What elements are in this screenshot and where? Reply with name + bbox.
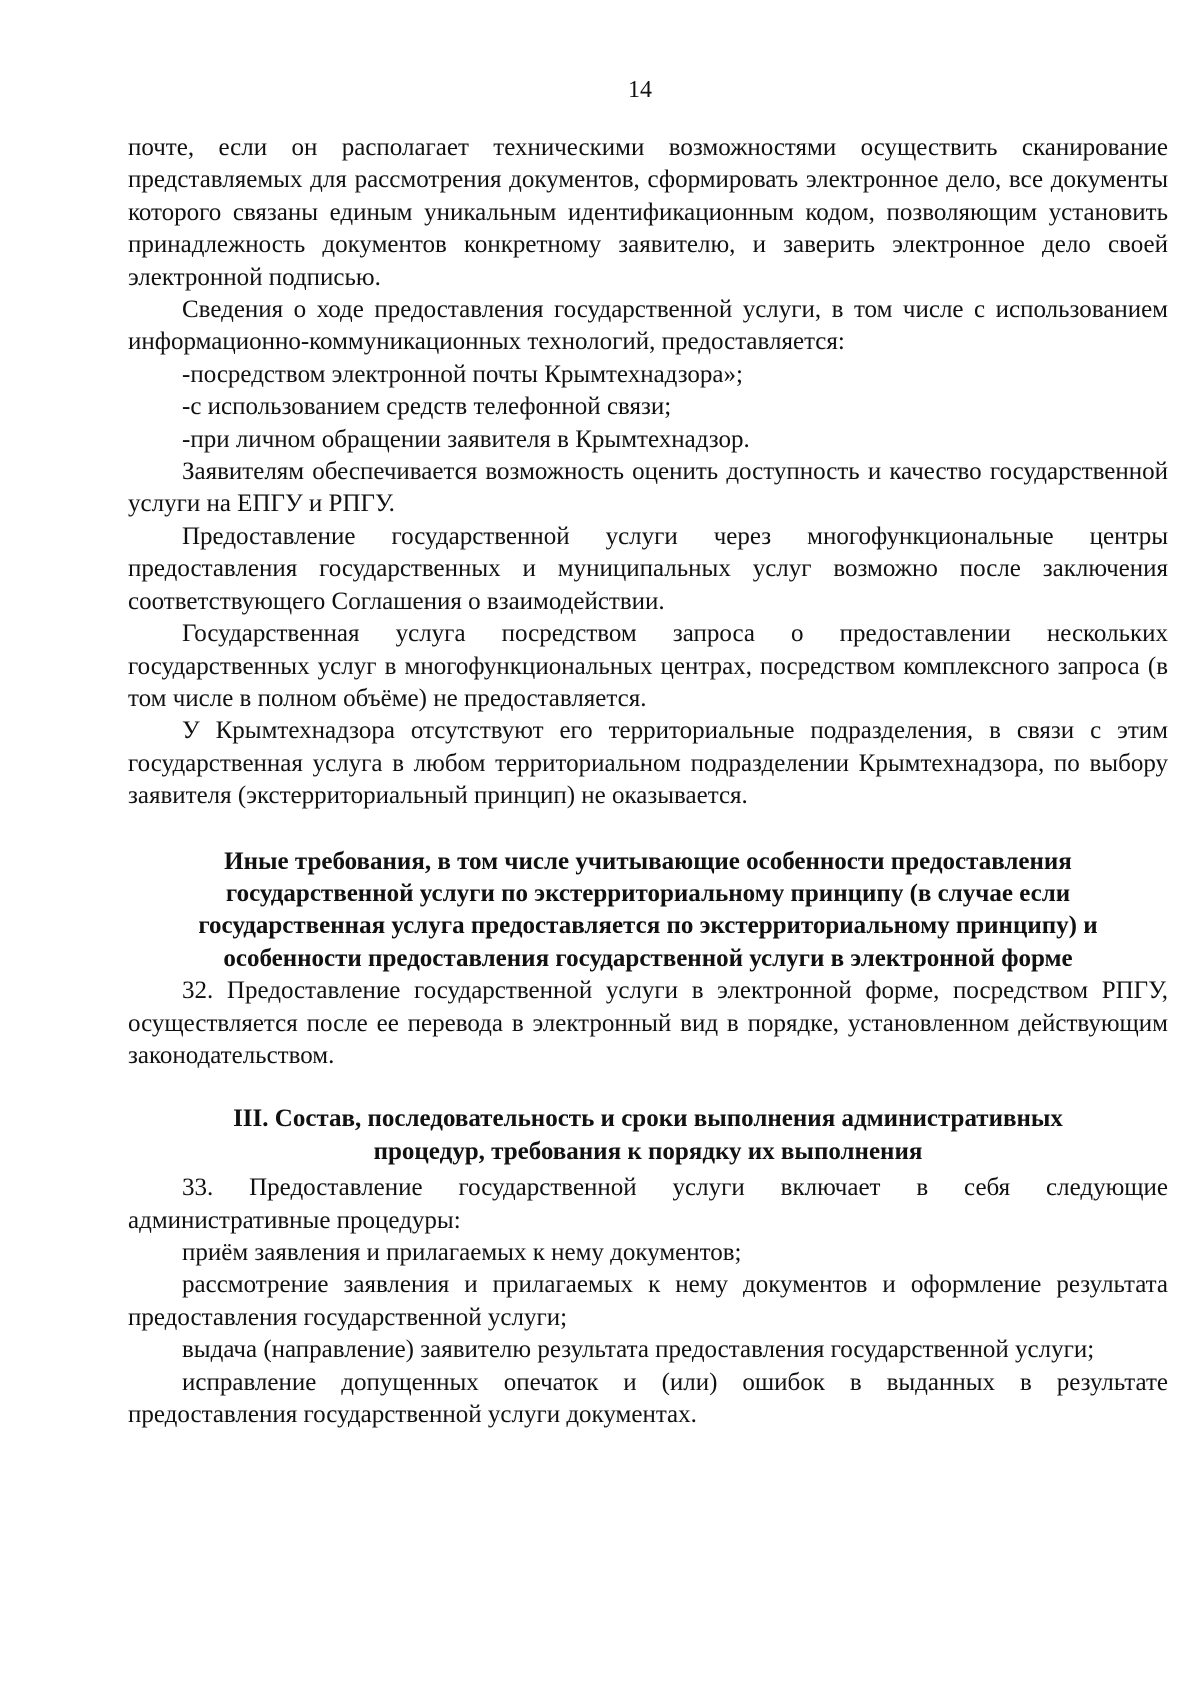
paragraph-complex-request: Государственная услуга посредством запроса о предоставлении нескольких государственных услуг в многофункциональных центрах, посредством комплексного запроса (в том числе в полном объёме) не предоставляется. xyxy=(128,620,1168,712)
page-number: 14 xyxy=(628,77,652,103)
section-heading-iii xyxy=(128,1103,1168,1168)
list-item-phone: -с использованием средств телефонной связи; xyxy=(182,393,672,421)
heading-line: процедур, требования к порядку их выполнения xyxy=(373,1137,923,1165)
list-item-personal-visit: -при личном обращении заявителя в Крымтехнадзор. xyxy=(182,425,750,453)
paragraph-extraterritorial: У Крымтехнадзора отсутствуют его территориальные подразделения, в связи с этим государственная услуга в любом территориальном подразделении Крымтехнадзора, по выбору заявителя (экстерриториальный принцип) не оказывается. xyxy=(128,717,1168,810)
paragraph-33: 33. Предоставление государственной услуги включает в себя следующие административные процедуры: xyxy=(128,1174,1168,1234)
procedure-item: исправление допущенных опечаток и (или) ошибок в выданных в результате предоставления государственной услуги документах. xyxy=(128,1368,1168,1429)
paragraph-status-info: Сведения о ходе предоставления государственной услуги, в том числе с использованием информационно-коммуникационных технологий, предоставляется: xyxy=(128,296,1168,356)
heading-line: III. Состав, последовательность и сроки выполнения административных xyxy=(233,1105,1063,1133)
procedure-item: выдача (направление) заявителю результата предоставления государственной услуги; xyxy=(182,1336,1095,1364)
document-content xyxy=(128,132,1168,1431)
list-item-email: -посредством электронной почты Крымтехнадзора»; xyxy=(182,360,743,388)
procedure-item: приём заявления и прилагаемых к нему документов; xyxy=(182,1239,742,1266)
heading-line: государственной услуги по экстерриториальному принципу (в случае если xyxy=(225,879,1071,907)
section-heading-other-requirements xyxy=(128,846,1168,976)
paragraph-32: 32. Предоставление государственной услуги в электронной форме, посредством РПГУ, осуществляется после ее перевода в электронный вид в порядке, установленном действующим законодательством. xyxy=(128,977,1168,1069)
heading-line: государственная услуга предоставляется по экстерриториальному принципу) и xyxy=(198,912,1098,940)
procedure-item: рассмотрение заявления и прилагаемых к нему документов и оформление результата предоставления государственной услуги; xyxy=(128,1271,1168,1331)
paragraph-quality-assessment: Заявителям обеспечивается возможность оценить доступность и качество государственной услуги на ЕПГУ и РПГУ. xyxy=(128,458,1168,518)
heading-line: особенности предоставления государственной услуги в электронной форме xyxy=(223,944,1073,972)
paragraph-continuation: почте, если он располагает техническими возможностями осуществить сканирование представляемых для рассмотрения документов, сформировать электронное дело, все документы которого связаны единым уникальным идентификационным кодом, позволяющим установить принадлежность документов конкретному заявителю, и заверить электронное дело своей электронной подписью. xyxy=(128,134,1168,291)
paragraph-mfc: Предоставление государственной услуги через многофункциональные центры предоставления государственных и муниципальных услуг возможно после заключения соответствующего Соглашения о взаимодействии. xyxy=(128,522,1168,615)
heading-line: Иные требования, в том числе учитывающие особенности предоставления xyxy=(224,847,1072,875)
